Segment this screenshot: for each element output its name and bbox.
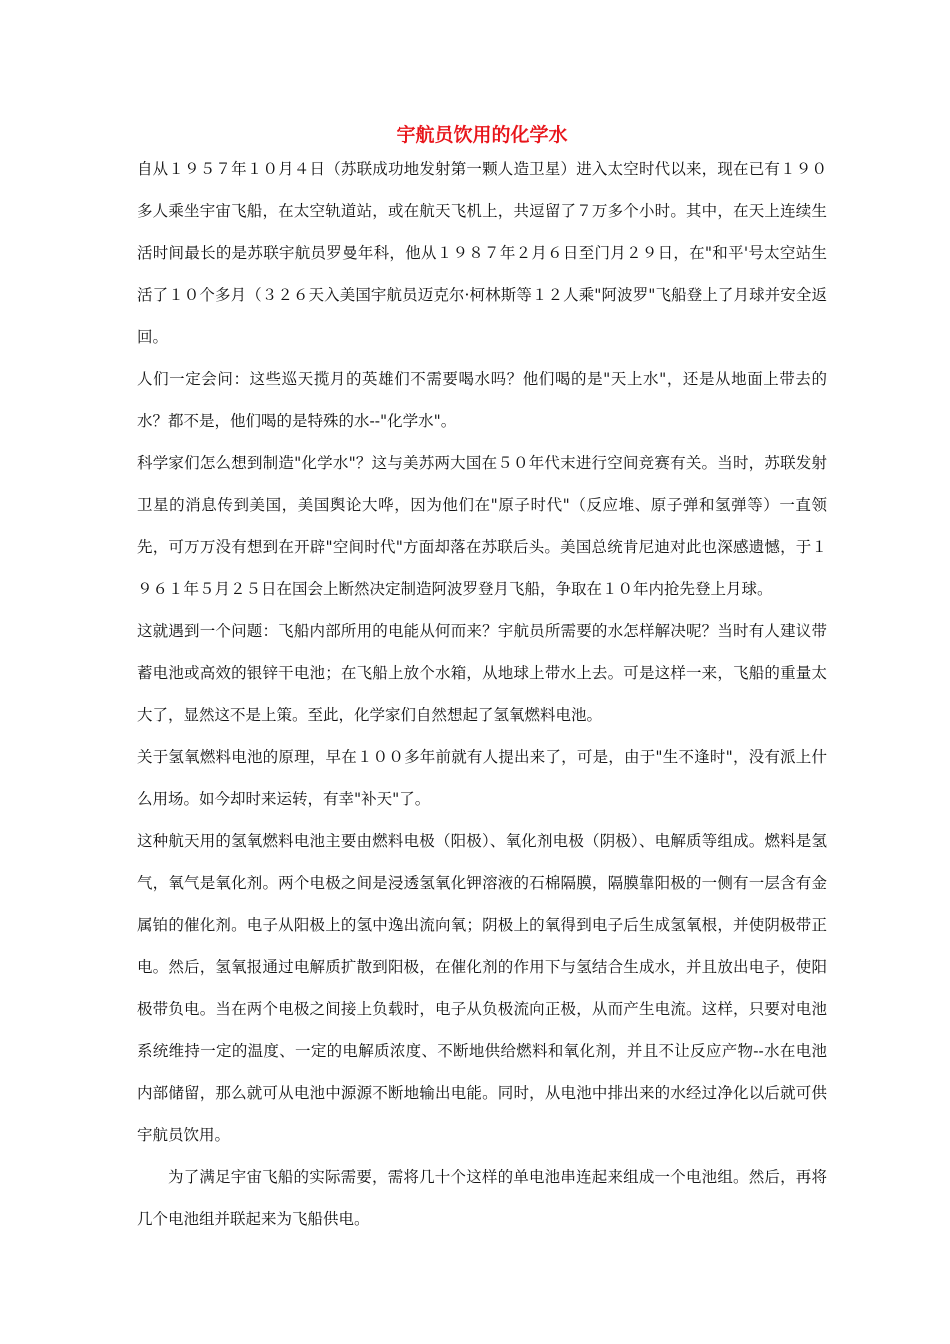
paragraph-question-water: 人们一定会问：这些巡天揽月的英雄们不需要喝水吗？他们喝的是"天上水"，还是从地面上带去的水？都不是，他们喝的是特殊的水--"化学水"。 [137, 370, 827, 430]
paragraph-fuel-cell-history: 关于氢氧燃料电池的原理，早在１００多年前就有人提出来了，可是，由于"生不逢时"，没有派上什么用场。如今却时来运转，有幸"补天"了。 [137, 748, 827, 808]
paragraph-fuel-cell-principle: 这种航天用的氢氧燃料电池主要由燃料电极（阳极）、氧化剂电极（阴极）、电解质等组成。燃料是氢气，氧气是氧化剂。两个电极之间是浸透氢氧化钾溶液的石棉隔膜，隔膜靠阳极的一侧有一层含有金属铂的催化剂。电子从阳极上的氢中逸出流向氧；阴极上的氧得到电子后生成氢氧根，并使阴极带正电。然后，氢氧报通过电解质扩散到阳极，在催化剂的作用下与氢结合生成水，并且放出电子，使阳极带负电。当在两个电极之间接上负载时，电子从负极流向正极，从而产生电流。这样，只要对电池系统维持一定的温度、一定的电解质浓度、不断地供给燃料和氧化剂，并且不让反应产物--水在电池内部储留，那么就可从电池中源源不断地输出电能。同时，从电池中排出来的水经过净化以后就可供宇航员饮用。 [137, 832, 827, 1144]
paragraph-space-age-intro: 自从１９５７年１０月４日（苏联成功地发射第一颗人造卫星）进入太空时代以来，现在已有１９０多人乘坐宇宙飞船，在太空轨道站，或在航天飞机上，共逗留了７万多个小时。其中，在天上连续生活时间最长的是苏联宇航员罗曼年科，他从１９８７年２月６日至门月２９日，在"和平'号太空站生活了１０个多月（３２６天入美国宇航员迈克尔·柯林斯等１２人乘"阿波罗"飞船登上了月球并安全返回。 [137, 160, 827, 346]
paragraph-battery-pack: 为了满足宇宙飞船的实际需要，需将几十个这样的单电池串连起来组成一个电池组。然后，再将几个电池组并联起来为飞船供电。 [137, 1168, 827, 1228]
paragraph-space-race: 科学家们怎么想到制造"化学水"？这与美苏两大国在５０年代末进行空间竞赛有关。当时，苏联发射卫星的消息传到美国，美国舆论大哗，因为他们在"原子时代"（反应堆、原子弹和氢弹等）一直领先，可万万没有想到在开辟"空间时代"方面却落在苏联后头。美国总统肯尼迪对此也深感遗憾，于１９６１年５月２５日在国会上断然决定制造阿波罗登月飞船，争取在１０年内抢先登上月球。 [137, 454, 827, 598]
document-page [137, 120, 827, 1240]
paragraph-power-problem: 这就遇到一个问题：飞船内部所用的电能从何而来？宇航员所需要的水怎样解决呢？当时有人建议带蓄电池或高效的银锌干电池；在飞船上放个水箱，从地球上带水上去。可是这样一来，飞船的重量太大了，显然这不是上策。至此，化学家们自然想起了氢氧燃料电池。 [137, 622, 827, 724]
document-title: 宇航员饮用的化学水 [396, 124, 568, 146]
